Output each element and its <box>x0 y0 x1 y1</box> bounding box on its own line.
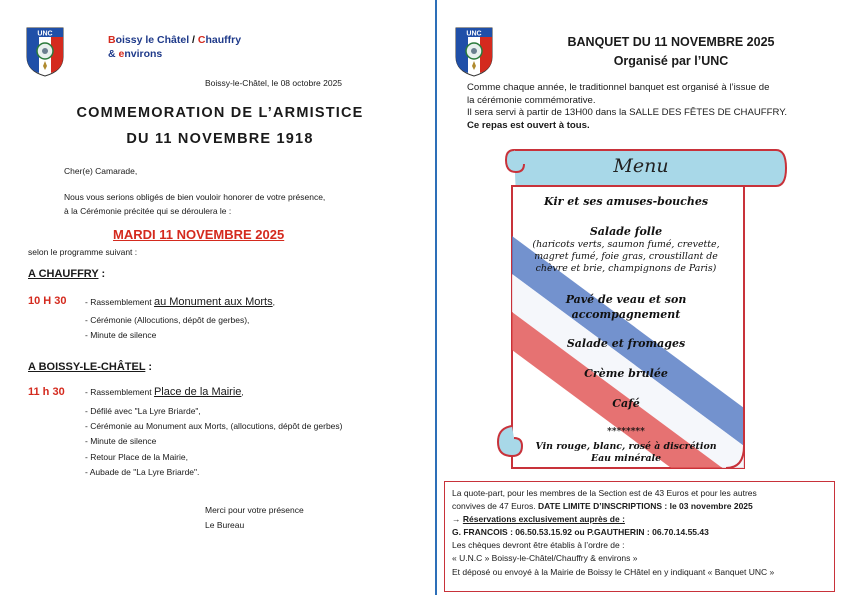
banquet-subtitle: Organisé par l’UNC <box>613 54 729 68</box>
menu-item-kir: Kir et ses amuses-bouches <box>543 195 709 208</box>
menu-drinks: Vin rouge, blanc, rosé à discrétion Eau minérale <box>535 441 717 464</box>
body-line2: à la Cérémonie précitée qui se déroulera le : <box>64 206 232 216</box>
boissy-heading: A BOISSY-LE-CHÂTEL : <box>28 361 153 373</box>
menu-item-fromages: Salade et fromages <box>566 337 686 350</box>
boissy-line4: - Minute de silence <box>85 436 157 446</box>
letter-date: Boissy-le-Châtel, le 08 octobre 2025 <box>205 78 343 88</box>
chauffry-line1: - Rassemblement au Monument aux Morts, <box>85 296 275 308</box>
unc-shield-logo <box>26 27 64 77</box>
menu-item-salade-folle: Salade folle <box>589 225 663 238</box>
menu-stars: ******** <box>607 427 645 437</box>
page-divider <box>435 0 437 595</box>
menu-title: Menu <box>613 155 669 177</box>
shield-letters-right: UNC <box>466 30 482 38</box>
chauffry-heading: A CHAUFFRY : <box>28 268 106 280</box>
boissy-time: 11 h 30 <box>28 386 65 398</box>
banquet-intro: Comme chaque année, le traditionnel banquet est organisé à l’issue de la cérémonie commémorative. Il sera servi à partir de 13H00 dans la SALLE DES FÊTES DE CHAUFFRY. Ce repas est ouvert à tous. <box>467 82 788 131</box>
menu-item-salade-detail: (haricots verts, saumon fumé, crevette, magret fumé, foie gras, croustillant de chèvre et brie, champignons de Paris) <box>532 239 720 274</box>
menu-item-creme: Crème brulée <box>584 367 668 380</box>
boissy-line1: - Rassemblement Place de la Mairie, <box>85 386 244 398</box>
org-name: Boissy le Châtel / Chauffry & environs <box>108 34 242 60</box>
closing-line2: Le Bureau <box>205 520 245 530</box>
boissy-line2: - Défilé avec "La Lyre Briarde", <box>85 406 201 416</box>
boissy-line5: - Retour Place de la Mairie, <box>85 452 188 462</box>
unc-shield-logo-right <box>455 27 493 77</box>
shield-letters: UNC <box>37 30 53 38</box>
programme-intro: selon le programme suivant : <box>28 247 138 257</box>
chauffry-line2: - Cérémonie (Allocutions, dépôt de gerbes), <box>85 315 250 325</box>
body-line1: Nous vous serions obligés de bien vouloir honorer de votre présence, <box>64 192 326 202</box>
menu-item-pave: Pavé de veau et son accompagnement <box>565 293 687 321</box>
chauffry-time: 10 H 30 <box>28 295 67 307</box>
left-title-line2: DU 11 NOVEMBRE 1918 <box>126 131 314 147</box>
closing-line1: Merci pour votre présence <box>205 505 304 515</box>
salutation: Cher(e) Camarade, <box>64 166 138 176</box>
menu-item-cafe: Café <box>612 397 640 410</box>
banquet-title: BANQUET DU 11 NOVEMBRE 2025 <box>567 35 775 49</box>
boissy-line6: - Aubade de "La Lyre Briarde". <box>85 467 200 477</box>
main-date: MARDI 11 NOVEMBRE 2025 <box>113 227 285 242</box>
left-title-line1: COMMEMORATION DE L’ARMISTICE <box>76 105 364 121</box>
chauffry-line3: - Minute de silence <box>85 330 157 340</box>
registration-info-box: La quote-part, pour les membres de la Section est de 43 Euros et pour les autres convives de 47 Euros. DATE LIMITE D’INSCRIPTIONS : le 03 novembre 2025 → Réservations exclusivement auprès de : G. FRANCOIS : 06.50.53.15.92 ou P.GAUTHERIN : 06.70.14.55.43 Les chèques devront être établis à l’ordre de : « U.N.C » Boissy-le-Châtel/Chauffry & environs » Et déposé ou envoyé à la Mairie de Boissy le CHâtel en y indiquant « Banquet UNC » <box>444 481 835 592</box>
boissy-line3: - Cérémonie au Monument aux Morts, (allocutions, dépôt de gerbes) <box>85 421 343 431</box>
